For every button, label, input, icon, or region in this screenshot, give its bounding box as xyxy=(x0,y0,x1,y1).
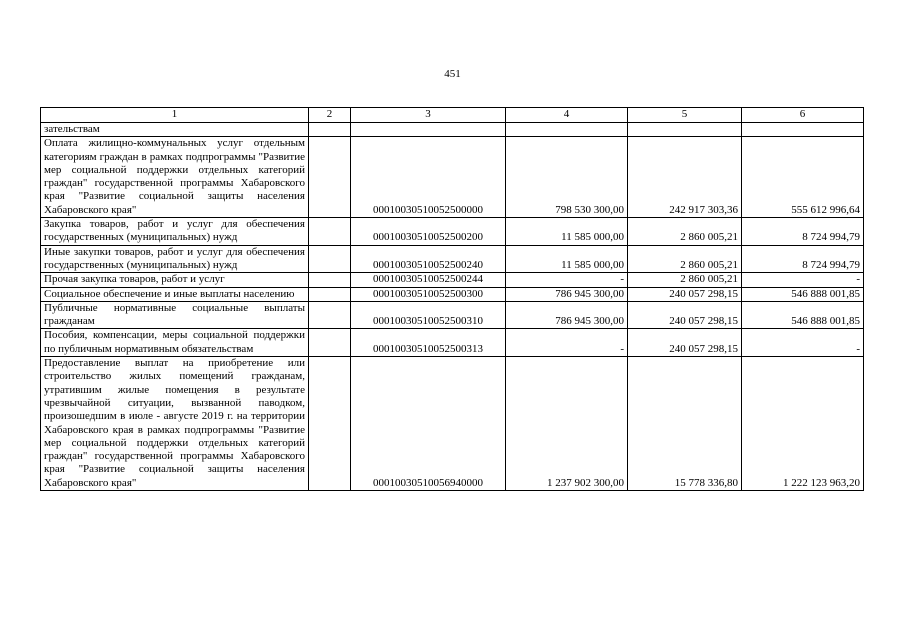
row-col2 xyxy=(309,301,351,329)
row-name: Прочая закупка товаров, работ и услуг xyxy=(41,273,309,287)
table-row xyxy=(41,287,864,301)
row-name: зательствам xyxy=(41,123,309,137)
row-value-col6: 8 724 994,79 xyxy=(742,245,864,273)
table-row xyxy=(41,357,864,491)
column-header: 3 xyxy=(351,108,506,123)
row-value-col5: 240 057 298,15 xyxy=(628,301,742,329)
row-value-col4: 798 530 300,00 xyxy=(506,137,628,218)
row-code: 00010030510052500244 xyxy=(351,273,506,287)
row-name: Предоставление выплат на приобретение или строительство жилых помещений гражданам, утратившим жилые помещения в результате чрезвычайной ситуации, вызванной паводком, произошедшим в июле - августе 2019 г. на территории Хабаровского края в рамках подпрограммы "Развитие мер социальной поддержки отдельных категорий граждан" государственной программы Хабаровского края "Развитие социальной защиты населения Хабаровского края" xyxy=(41,357,309,491)
row-value-col5: 242 917 303,36 xyxy=(628,137,742,218)
row-value-col6 xyxy=(742,123,864,137)
row-code: 00010030510052500000 xyxy=(351,137,506,218)
row-value-col6: 546 888 001,85 xyxy=(742,301,864,329)
row-value-col4: 11 585 000,00 xyxy=(506,245,628,273)
row-code: 00010030510052500200 xyxy=(351,218,506,246)
row-value-col4: - xyxy=(506,273,628,287)
row-code: 00010030510056940000 xyxy=(351,357,506,491)
row-col2 xyxy=(309,245,351,273)
table-row xyxy=(41,137,864,218)
budget-table xyxy=(40,107,864,491)
row-col2 xyxy=(309,123,351,137)
row-col2 xyxy=(309,273,351,287)
table-row xyxy=(41,123,864,137)
row-value-col6: 1 222 123 963,20 xyxy=(742,357,864,491)
column-header: 4 xyxy=(506,108,628,123)
row-name: Пособия, компенсации, меры социальной поддержки по публичным нормативным обязательствам xyxy=(41,329,309,357)
row-value-col5: 2 860 005,21 xyxy=(628,218,742,246)
row-name: Иные закупки товаров, работ и услуг для обеспечения государственных (муниципальных) нужд xyxy=(41,245,309,273)
row-value-col4: 786 945 300,00 xyxy=(506,301,628,329)
table-row xyxy=(41,218,864,246)
row-value-col6: 555 612 996,64 xyxy=(742,137,864,218)
table-row xyxy=(41,301,864,329)
column-header: 1 xyxy=(41,108,309,123)
row-code: 00010030510052500300 xyxy=(351,287,506,301)
column-header: 6 xyxy=(742,108,864,123)
row-value-col6: - xyxy=(742,273,864,287)
row-name: Публичные нормативные социальные выплаты гражданам xyxy=(41,301,309,329)
column-header: 2 xyxy=(309,108,351,123)
row-name: Оплата жилищно-коммунальных услуг отдельным категориям граждан в рамках подпрограммы "Развитие мер социальной поддержки отдельных категорий граждан" государственной программы Хабаровского края "Развитие социальной защиты населения Хабаровского края" xyxy=(41,137,309,218)
row-value-col4: 1 237 902 300,00 xyxy=(506,357,628,491)
row-value-col6: - xyxy=(742,329,864,357)
row-name: Закупка товаров, работ и услуг для обеспечения государственных (муниципальных) нужд xyxy=(41,218,309,246)
row-value-col4 xyxy=(506,123,628,137)
row-col2 xyxy=(309,329,351,357)
row-value-col5: 240 057 298,15 xyxy=(628,287,742,301)
row-code: 00010030510052500240 xyxy=(351,245,506,273)
row-value-col4: 11 585 000,00 xyxy=(506,218,628,246)
row-name: Социальное обеспечение и иные выплаты населению xyxy=(41,287,309,301)
row-value-col4: 786 945 300,00 xyxy=(506,287,628,301)
row-value-col6: 8 724 994,79 xyxy=(742,218,864,246)
table-row xyxy=(41,245,864,273)
column-header: 5 xyxy=(628,108,742,123)
row-value-col6: 546 888 001,85 xyxy=(742,287,864,301)
row-code xyxy=(351,123,506,137)
table-row xyxy=(41,273,864,287)
row-col2 xyxy=(309,287,351,301)
row-col2 xyxy=(309,137,351,218)
table-row xyxy=(41,329,864,357)
row-value-col5: 240 057 298,15 xyxy=(628,329,742,357)
table-header-row xyxy=(41,108,864,123)
row-col2 xyxy=(309,357,351,491)
row-value-col5: 2 860 005,21 xyxy=(628,245,742,273)
row-code: 00010030510052500313 xyxy=(351,329,506,357)
row-value-col4: - xyxy=(506,329,628,357)
row-value-col5: 2 860 005,21 xyxy=(628,273,742,287)
row-code: 00010030510052500310 xyxy=(351,301,506,329)
row-col2 xyxy=(309,218,351,246)
row-value-col5: 15 778 336,80 xyxy=(628,357,742,491)
row-value-col5 xyxy=(628,123,742,137)
page-number: 451 xyxy=(444,68,461,80)
